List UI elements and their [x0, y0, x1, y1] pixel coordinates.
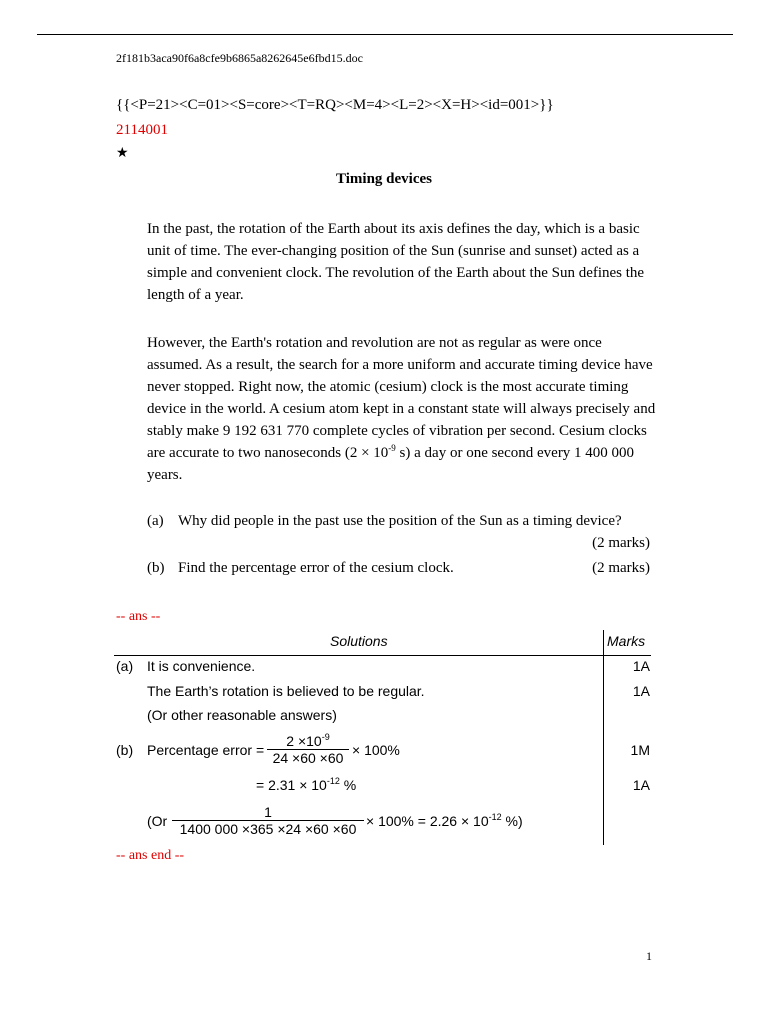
answer-b-times: × 100% — [352, 742, 400, 758]
top-rule — [37, 34, 733, 35]
marks-header: Marks — [607, 633, 646, 649]
question-id: 2114001 — [116, 122, 168, 138]
answer-b-label: (b) — [116, 742, 134, 758]
answer-b-mark-1: 1M — [630, 742, 650, 758]
question-tag: {{<P=21><C=01><S=core><T=RQ><M=4><L=2><X=H><id=001>}} — [116, 97, 554, 113]
answer-b-numerator-base: 2 ×10 — [286, 733, 322, 749]
question-a-label: (a) — [147, 513, 164, 529]
question-a-text: Why did people in the past use the position of the Sun as a timing device? — [178, 513, 622, 529]
answer-a-line-3: (Or other reasonable answers) — [147, 707, 337, 723]
answer-b-result-exponent: -12 — [326, 776, 340, 786]
question-a-marks: (2 marks) — [592, 535, 650, 551]
alt-answer-denominator: 1400 000 ×365 ×24 ×60 ×60 — [179, 821, 357, 837]
alt-answer-result-base: × 100% = 2.26 × 10 — [366, 813, 489, 829]
answer-a-mark-2: 1A — [632, 683, 650, 699]
alt-answer-result-close: %) — [501, 813, 523, 829]
answer-start: -- ans -- — [116, 609, 161, 624]
question-b-label: (b) — [147, 560, 165, 576]
alt-answer-fraction — [172, 804, 364, 837]
paragraph-2-tail: s) a day or one second every 1 400 000 years. — [147, 445, 635, 483]
answer-end: -- ans end -- — [116, 848, 185, 863]
answer-b-result-unit: % — [339, 777, 357, 793]
answer-a-label: (a) — [116, 658, 134, 674]
answer-b-text: Percentage error = — [147, 742, 265, 758]
answer-b-mark-2: 1A — [632, 777, 650, 793]
answer-b-numerator-exponent: -9 — [321, 732, 330, 742]
answer-b-denominator: 24 ×60 ×60 — [272, 750, 344, 766]
paragraph-2-text: However, the Earth's rotation and revolution are not as regular as were once assumed. As a result, the search for a more uniform and accurate timing device have never stopped. Right now, the atomic (cesium) clock is the most accurate timing device in the world. A cesium atom kept in a constant state will always precisely and stably make 9 192 631 770 complete cycles of vibration per second. Cesium clocks are accurate to two nanoseconds (2 × 10 — [147, 335, 656, 461]
alt-answer-result-exponent: -12 — [488, 812, 502, 822]
alt-answer-result — [366, 813, 523, 829]
answer-a-line-2: The Earth’s rotation is believed to be regular. — [147, 683, 425, 699]
paragraph-1: In the past, the rotation of the Earth about its axis defines the day, which is a basic unit of time. The ever-changing position of the Sun (sunrise and sunset) acted as a simple and convenient clock. The revolution of the Earth about the Sun defines the length of a year. — [147, 221, 645, 303]
table-header-rule — [114, 655, 651, 656]
marks-column-rule — [603, 630, 604, 845]
answer-b-result — [256, 777, 356, 793]
page-number: 1 — [646, 949, 652, 963]
paragraph-2-exponent: -9 — [388, 443, 396, 453]
alt-answer-open: (Or — [147, 813, 168, 829]
answer-a-mark-1: 1A — [632, 658, 650, 674]
answer-b-result-base: = 2.31 × 10 — [256, 777, 327, 793]
paragraph-2 — [147, 332, 657, 486]
question-b-text: Find the percentage error of the cesium clock. — [178, 560, 454, 576]
answer-b-fraction — [267, 733, 349, 766]
star-icon: ★ — [116, 146, 129, 161]
page-title: Timing devices — [336, 171, 432, 187]
question-b-marks: (2 marks) — [592, 560, 650, 576]
alt-answer-numerator: 1 — [264, 804, 272, 820]
answer-a-line-1: It is convenience. — [147, 658, 256, 674]
solutions-header: Solutions — [330, 633, 388, 649]
filename: 2f181b3aca90f6a8cfe9b6865a8262645e6fbd15.doc — [116, 51, 363, 65]
answer-b-numerator — [267, 733, 349, 749]
